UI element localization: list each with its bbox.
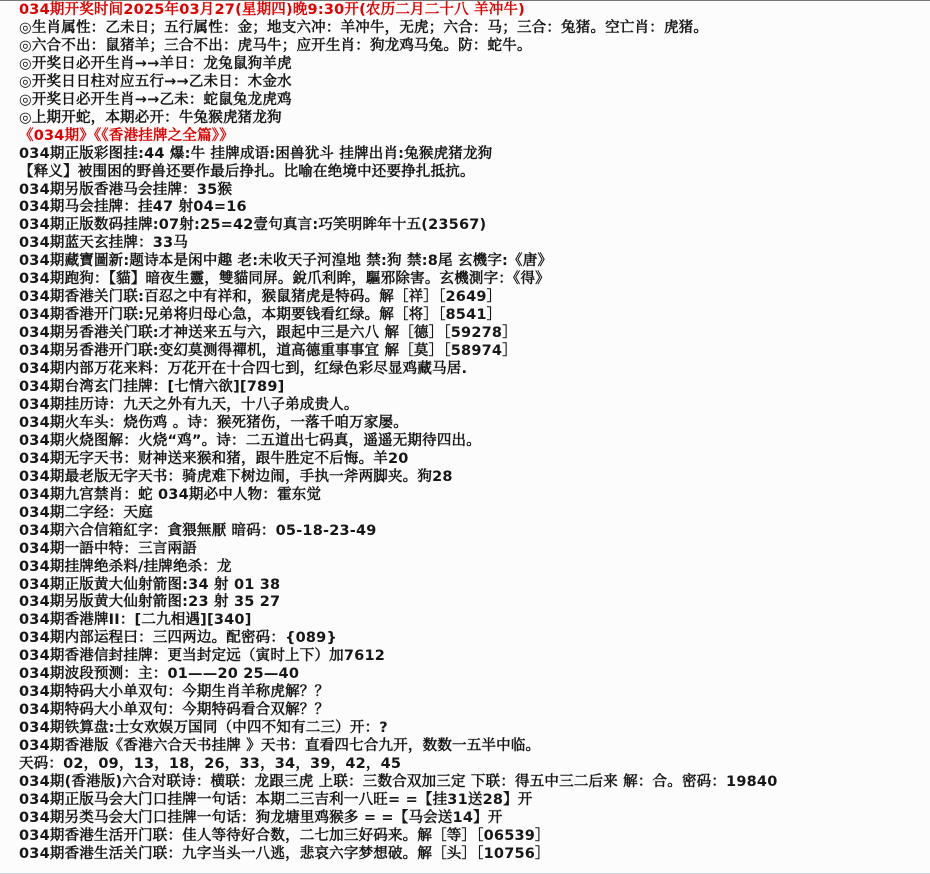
text-line: 034期香港开门联:兄弟将归母心急，本期要钱看红绿。解［将］［8541］ bbox=[19, 307, 502, 324]
text-line: 034期挂历诗：九天之外有九天，十八子弟成贵人。 bbox=[19, 396, 359, 413]
text-line: 034期另类马会大门口挂牌一句话：狗龙塘里鸡猴多 = =【马会送14】开 bbox=[19, 809, 503, 826]
text-line: 034期正版数码挂牌:07射:25=42壹句真言:巧笑明眸年十五(23567) bbox=[19, 217, 487, 234]
text-line: ◎生肖属性：乙未日；五行属性：金；地支六冲：羊冲牛，无虎；六合：马；三合：兔猪。空亡肖：虎猪。 bbox=[19, 19, 709, 36]
text-line: 034期另香港关门联:才神送来五与六，跟起中三是六八 解［德］［59278］ bbox=[19, 325, 517, 342]
text-line: 034期另香港开门联:变幻莫测得禪机，道高德重事事宜 解［莫］［58974］ bbox=[19, 343, 517, 360]
text-line: 034期内部万花来料：万花开在十合四七到，红绿色彩尽显鸡藏马居. bbox=[19, 361, 468, 378]
text-line: 034期台湾玄门挂牌：[七情六欲][789] bbox=[19, 379, 285, 396]
text-line: 034期香港关门联:百忍之中有祥和，猴鼠猪虎是特码。解［祥］［2649］ bbox=[19, 289, 502, 306]
text-line: 034期波段预测：主：01——20 25—40 bbox=[19, 666, 300, 683]
text-line: 034期香港信封挂牌：更当封定远（寅时上下）加7612 bbox=[19, 648, 386, 665]
text-line: 034期香港生活关门联：九字当头一八逃，悲哀六字梦想破。解［头］［10756］ bbox=[19, 845, 550, 862]
text-line: 034期火烧图解：火烧“鸡”。诗：二五道出七码真，遥遥无期待四出。 bbox=[19, 432, 481, 449]
text-line: 034期最老版无字天书：骑虎难下树边闹，手执一斧两脚夹。狗28 bbox=[19, 468, 453, 485]
text-line: ◎开奖日必开生肖→→羊日：龙兔鼠狗羊虎 bbox=[19, 55, 292, 72]
text-line: 034期香港牌II：[二九相遇][340] bbox=[19, 612, 252, 629]
text-line: 034期特码大小单双句：今期特码看合双解？？ bbox=[19, 702, 330, 719]
text-line: 034期另版黄大仙射箭图:23 射 35 27 bbox=[19, 594, 281, 611]
text-line: 034期香港生活开门联：佳人等待好合数，二七加三好码来。解［等］［06539］ bbox=[19, 827, 550, 844]
text-line: 034期无字天书：财神送来猴和猪，跟牛胜定不后悔。羊20 bbox=[19, 450, 409, 467]
text-line: 【释义】被围困的野兽还要作最后挣扎。比喻在绝境中还要挣扎抵抗。 bbox=[19, 163, 475, 180]
text-line: ◎开奖日必开生肖→→乙未：蛇鼠兔龙虎鸡 bbox=[19, 91, 292, 108]
text-line: 034期一語中特：三言兩語 bbox=[19, 540, 197, 557]
text-line: 034期另版香港马会挂牌：35猴 bbox=[19, 181, 233, 198]
text-line: 034期藏寶圖新:题诗本是闲中趣 老:未收天子河湟地 禁:狗 禁:8尾 玄機字:《唐》 bbox=[19, 253, 553, 270]
text-line: 034期挂牌绝杀料/挂牌绝杀：龙 bbox=[19, 558, 232, 575]
text-line: 034期蓝天玄挂牌：33马 bbox=[19, 235, 189, 252]
text-line: 034期六合信箱紅字：貪猥無厭 暗码：05-18-23-49 bbox=[19, 522, 377, 539]
text-line: 034期跑狗：【貓】暗夜生靈，雙貓同屏。銳爪利眸，驅邪除害。玄機測字：《得》 bbox=[19, 271, 550, 288]
text-line: 天码：02，09，13，18，26，33，34，39，42，45 bbox=[19, 756, 402, 773]
text-line: 034期马会挂牌：挂47 射04=16 bbox=[19, 199, 247, 216]
text-line: 034期(香港版)六合对联诗：横联：龙跟三虎 上联：三数合双加三定 下联：得五中三二后来 解：合。密码：19840 bbox=[19, 773, 778, 790]
highlight-text-line: 034期开奖时间2025年03月27(星期四)晚9:30开(农历二月二十八 羊冲牛) bbox=[19, 2, 525, 18]
text-line: 034期正版马会大门口挂牌一句话：本期二三吉利一八旺= =【挂31送28】开 bbox=[19, 791, 533, 808]
text-line: ◎上期开蛇，本期必开：牛兔猴虎猪龙狗 bbox=[19, 109, 282, 126]
text-line: 034期九宫禁肖：蛇 034期必中人物：霍东觉 bbox=[19, 486, 322, 503]
text-line: 034期正版黄大仙射箭图:34 射 01 38 bbox=[19, 576, 281, 593]
content-lines bbox=[0, 1, 930, 864]
text-line: ◎开奖日日柱对应五行→→乙未日：木金水 bbox=[19, 73, 292, 90]
text-line: 034期铁算盘:士女欢娱万国同（中四不知有二三）开：? bbox=[19, 720, 388, 737]
text-line: 034期香港版《香港六合天书挂牌 》天书：直看四七合九开，数数一五半中临。 bbox=[19, 738, 541, 755]
text-line: 034期特码大小单双句：今期生肖羊称虎解？？ bbox=[19, 684, 330, 701]
highlight-text-line: 《034期》《《香港挂牌之全篇》》 bbox=[19, 127, 234, 144]
text-line: 034期内部运程曰：三四两边。配密码：{089} bbox=[19, 630, 337, 647]
text-line: 034期二字经：天庭 bbox=[19, 504, 153, 521]
text-line: 034期正版彩图挂:44 爆:牛 挂牌成语:困兽犹斗 挂牌出肖:兔猴虎猪龙狗 bbox=[19, 145, 493, 162]
text-line: ◎六合不出：鼠猪羊；三合不出：虎马牛；应开生肖：狗龙鸡马兔。防：蛇牛。 bbox=[19, 37, 532, 54]
text-line: 034期火车头：烧伤鸡 。诗：猴死猪伤，一落千咱万家屡。 bbox=[19, 414, 408, 431]
